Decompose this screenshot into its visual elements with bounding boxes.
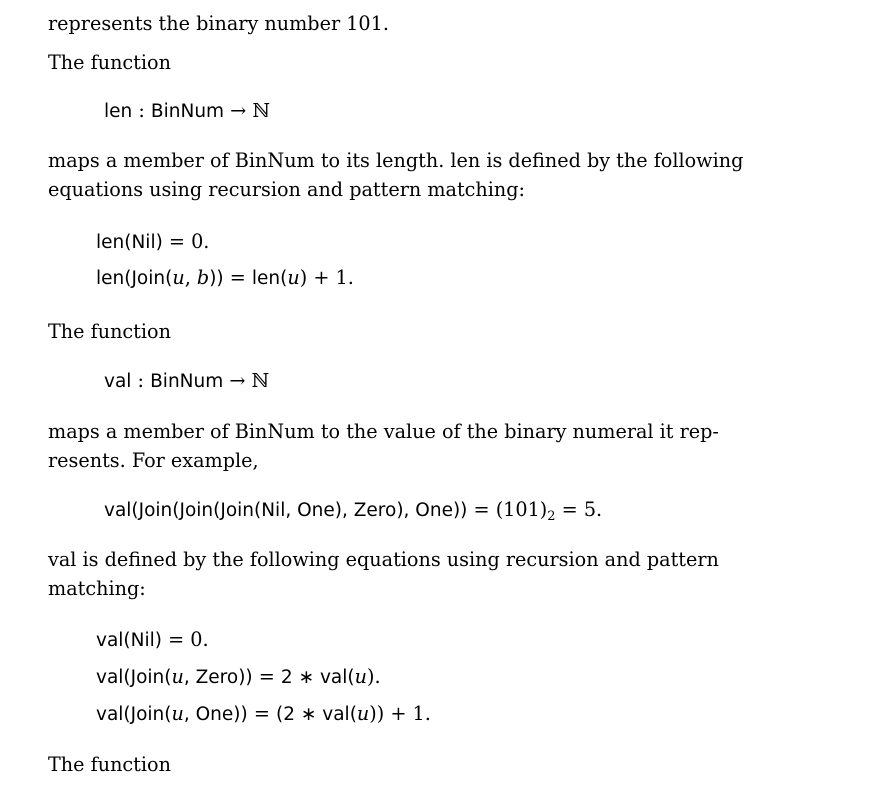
- text-line: maps a member of BinNum to its length. len is defined by the following: [48, 149, 744, 172]
- example-equation: [104, 500, 602, 523]
- eq-part: , One)): [183, 704, 248, 725]
- domain: BinNum: [150, 101, 225, 122]
- text-line: represents the binary number 101.: [48, 12, 389, 35]
- eq-sign: =: [467, 498, 496, 521]
- eq-part: (2 ∗ val(: [276, 704, 357, 725]
- eq-part: )) + 1.: [369, 702, 431, 725]
- text-line: maps a member of BinNum to the value of the binary numeral it rep-: [48, 420, 719, 443]
- text-line: The function: [48, 51, 171, 74]
- colon: :: [131, 369, 151, 392]
- eq-sign: =: [162, 230, 192, 253]
- eq-sign: =: [247, 702, 277, 725]
- eq-lhs: val(Join(Join(Join(Nil, One), Zero), One)): [104, 500, 468, 521]
- eq-rhs: 0.: [190, 628, 209, 651]
- val-equation-3: [96, 704, 431, 725]
- domain: BinNum: [150, 371, 224, 392]
- var-u: u: [172, 266, 185, 289]
- base-subscript: 2: [547, 509, 556, 524]
- arrow: →: [224, 99, 253, 122]
- eq-part: len(Join(: [96, 268, 173, 289]
- var-u: u: [356, 702, 370, 725]
- len-equation-1: [96, 232, 209, 253]
- eq-sign: =: [161, 628, 191, 651]
- var-u: u: [354, 665, 367, 688]
- eq-sign: =: [223, 266, 252, 289]
- text-line: matching:: [48, 577, 146, 600]
- val-equation-1: [96, 630, 209, 651]
- codomain: ℕ: [252, 99, 270, 122]
- eq-lhs: len(Nil): [96, 232, 163, 253]
- var-u: u: [171, 702, 184, 725]
- text-line: resents. For example,: [48, 449, 259, 472]
- fn-name: val: [104, 371, 132, 392]
- text-line: val is defined by the following equations using recursion and pattern: [48, 548, 719, 571]
- fn-name: len: [104, 101, 133, 122]
- text-line: The function: [48, 753, 171, 776]
- eq-part: ,: [184, 266, 197, 289]
- eq-part: len(: [251, 268, 288, 289]
- len-equation-2: [96, 268, 354, 289]
- eq-part: ).: [366, 665, 381, 688]
- eq-rhs: 0.: [191, 230, 210, 253]
- text-line: The function: [48, 320, 171, 343]
- colon: :: [132, 99, 151, 122]
- var-u: u: [171, 665, 184, 688]
- text-line: equations using recursion and pattern matching:: [48, 178, 526, 201]
- len-signature: [104, 101, 270, 122]
- eq-part: , Zero)): [183, 667, 253, 688]
- eq-lhs: val(Nil): [96, 630, 162, 651]
- eq-rhs: = 5.: [555, 498, 603, 521]
- val-signature: [104, 371, 269, 392]
- binary-number: (101): [495, 498, 548, 521]
- eq-part: val(Join(: [96, 704, 172, 725]
- arrow: →: [223, 369, 252, 392]
- var-b: b: [196, 266, 210, 289]
- val-equation-2: [96, 667, 381, 688]
- var-u: u: [287, 266, 300, 289]
- eq-part: ) + 1.: [299, 266, 354, 289]
- codomain: ℕ: [251, 369, 270, 392]
- eq-part: 2 ∗ val(: [280, 667, 355, 688]
- eq-sign: =: [252, 665, 281, 688]
- eq-part: )): [209, 268, 224, 289]
- eq-part: val(Join(: [96, 667, 172, 688]
